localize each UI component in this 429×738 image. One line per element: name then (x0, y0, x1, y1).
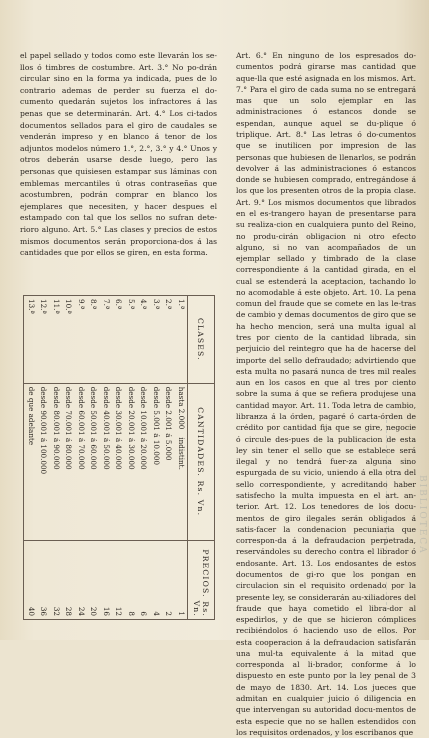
cell-clase: 2.ª (162, 296, 175, 384)
library-stamp (386, 420, 427, 610)
table-row (112, 296, 125, 620)
cell-clase: 4.ª (137, 296, 150, 384)
cell-cantidad (62, 383, 75, 540)
cell-precio: 6 (139, 611, 149, 616)
header-precios: PRECIOS. Rs. Vn. (188, 540, 215, 619)
table-row (75, 296, 88, 620)
left-text-column (20, 50, 217, 259)
table-row (50, 296, 63, 620)
price-table-container (27, 295, 215, 620)
cell-clase: 6.ª (112, 296, 125, 384)
rotated-price-table (27, 295, 215, 620)
cell-cantidad (75, 383, 88, 540)
cell-clase: 9.ª (75, 296, 88, 384)
table-row (62, 296, 75, 620)
table-body (24, 296, 188, 620)
left-paragraph: el papel sellado y todos como este llevarán los se-llos ó timbres de costumbre. Art. 3.° No po-drán circular sino en la forma ya indicada, pues de lo contrario ademas de perder su fuerza el do-cumento quedarán sujetos los infractores á las penas que se determinarán. Art. 4.° Los ci-tados documentos sellados para el giro de caudales se venderán impreso y en blanco á tenor de los adjuntos modelos número 1.°, 2.°, 3.° y 4.° Unos y otros deberán usarse desde luego, pero las personas que quisiesen estampar sus láminas con emblemas mercantiles ú otras contraseñas que acostumbren, podrán comprar en blanco los ejemplares que necesiten, y hacer despues el estampado con tal que los sellos no sufran dete-rioro alguno. Art. 5.° Las clases y precios de estos mismos documentos serán proporciona-dos á las cantidades que por ellos se giren, en esta forma. (20, 51, 217, 258)
cantidad-range: desde 60.001 á 70.000 (77, 386, 86, 470)
table-row (24, 296, 37, 620)
cell-cantidad (112, 383, 125, 540)
cell-clase: 3.ª (150, 296, 163, 384)
cantidad-note: indistint. (177, 437, 186, 470)
cell-cantidad (150, 383, 163, 540)
price-table (24, 295, 216, 620)
table-row (137, 296, 150, 620)
cantidad-range: desde 10.001 á 20.000 (139, 386, 149, 470)
cell-precio: 40 (27, 606, 36, 616)
header-cantidades: CANTIDADES. Rs. Vn. (188, 383, 215, 540)
cell-precio: 1 (177, 611, 186, 616)
cell-cantidad (125, 383, 138, 540)
cell-precio: 20 (89, 606, 99, 616)
right-paragraph: Art. 6.° En ninguno de los espresados do-cumentos podrá girarse mas cantidad que aque-lla que esté asignada en los mismos. Art. 7.° Para el giro de cada suma no se entregará mas que un solo ejemplar en las administraciones ó estancos donde se espendan, aunque aquel se du-plique ó triplique. Art. 8.° Las letras ó do-cumentos que se inutilicen por impresion de las personas que hubiesen de llenarlos, se podrán devolver á las administraciones ó estancos donde se hubiesen comprado, entregándose á los que los presenten otros de la propia clase. Art. 9.° Los mismos documentos que librados en el es-trangero hayan de presentarse para su realiza-cion en cualquiera punto del Reino, no produ-cirán obligacion ni otro efecto alguno, si no van acompañados de un ejemplar sellado y timbrado de la clase correspondiente á la cantidad girada, en el cual se estenderá la aceptacion, tachando lo no acomodable á este objeto. Art. 10. La pena comun del fraude que se comete en las le-tras de cambio y demas documentos de giro que se ha hecho mencion, será una multa igual al tres por ciento de la cantidad librada, sin perjuicio del reintegro que ha de hacerse del importe del sello defraudado; advirtiendo que esta multa no pasará nunca de tres mil reales aun en los casos en que al tres por ciento sobre la suma á que se refiera produjese una cantidad mayor. Art. 11. Toda letra de cambio, librанza á la órden, pagaré ó carta-órden de crédito por cantidad fija que se gire, negocie ó circule des-pues de la publicacion de esta ley sin tener el sello que se establece será ilegal y no tendrá fuer-za alguna sino espurgada de su vicio, uniendo á ella otra del sello correspondiente, y acreditando haber satisfecho la multa impuesta en el art. an-terior. Art. 12. Los tenedores de los docu-mentos de giro ilegales serán obligados á satis-facer la condenacion pecuniaria que correspon-da á la defraudacion perpetrada, reservándoles su derecho contra el librador ó endosante. Art. 13. Los endosantes de estos documentos de gi-ro que los pongan en circulacion sin el requisito ordenado por la presente ley, se considerarán au-xiliadores del fraude que haya cometido el libra-dor al espedirlos, y de que se hicieron cómplices recibiéndolos ó haciendo uso de ellos. Por esta cooperacion á la defraudacion satisfarán una mul-ta equivalente á la mitad que corresponda al li-brador, conforme á lo dispuesto en este punto por la ley penal de 3 de mayo de 1830. Art. 14. Los jueces que admitan en cualquier juicio ó diligencia en que intervengan su autoridad docu-mentos de esta especie que no se hallen estendidos con los requisitos ordenados, y los escribanos que (236, 51, 416, 737)
cell-clase: 8.ª (87, 296, 100, 384)
cell-cantidad (87, 383, 100, 540)
cell-cantidad (137, 383, 150, 540)
cell-precio: 12 (114, 606, 124, 616)
table-row (37, 296, 50, 620)
cell-precio: 16 (102, 606, 111, 616)
cell-clase: 1.ª (175, 296, 188, 384)
cantidad-range: desde 40.001 á 50.000 (102, 386, 111, 470)
cell-precio: 36 (39, 606, 49, 616)
stamp-text: BIBLIOTECA (417, 475, 427, 555)
cell-precio: 28 (64, 606, 74, 616)
cell-cantidad (100, 383, 113, 540)
table-header-row (188, 296, 215, 620)
cell-cantidad (50, 383, 63, 540)
table-row (100, 296, 113, 620)
cell-clase: 13.ª (24, 296, 37, 384)
cell-clase: 12.ª (37, 296, 50, 384)
header-clases: CLASES. (188, 296, 215, 384)
cell-precio: 4 (152, 611, 161, 616)
cantidad-range: desde 70.001 á 80.000 (64, 386, 74, 470)
cell-precio: 32 (52, 606, 61, 616)
cell-precio: 2 (164, 611, 174, 616)
cell-cantidad (37, 383, 50, 540)
cell-precio: 8 (127, 611, 136, 616)
cantidad-range: desde 5.001 á 10.000 (152, 386, 161, 465)
table-row (162, 296, 175, 620)
cell-clase: 11.ª (50, 296, 63, 384)
cell-clase: 10.ª (62, 296, 75, 384)
cell-clase: 7.ª (100, 296, 113, 384)
table-row (150, 296, 163, 620)
table-row (87, 296, 100, 620)
cantidad-range: hasta 2.000 (177, 386, 186, 430)
cantidad-range: desde 50.001 á 60.000 (89, 386, 99, 470)
cantidad-range: desde 20.001 á 30.000 (127, 386, 136, 470)
cantidad-range: desde 90.001 á 100.000 (39, 386, 49, 475)
cantidad-range: desde 30.001 á 40.000 (114, 386, 124, 470)
cell-precio: 24 (77, 606, 86, 616)
right-text-column (236, 50, 416, 738)
cell-clase: 5.ª (125, 296, 138, 384)
table-row (175, 296, 188, 620)
cell-cantidad (175, 383, 188, 540)
cell-cantidad (162, 383, 175, 540)
cantidad-range: de que adelante (27, 386, 36, 446)
cell-cantidad (24, 383, 37, 540)
cantidad-range: desde 2.001 á 5.000 (164, 386, 174, 461)
table-row (125, 296, 138, 620)
cantidad-range: desde 80.001 á 90.000 (52, 386, 61, 470)
